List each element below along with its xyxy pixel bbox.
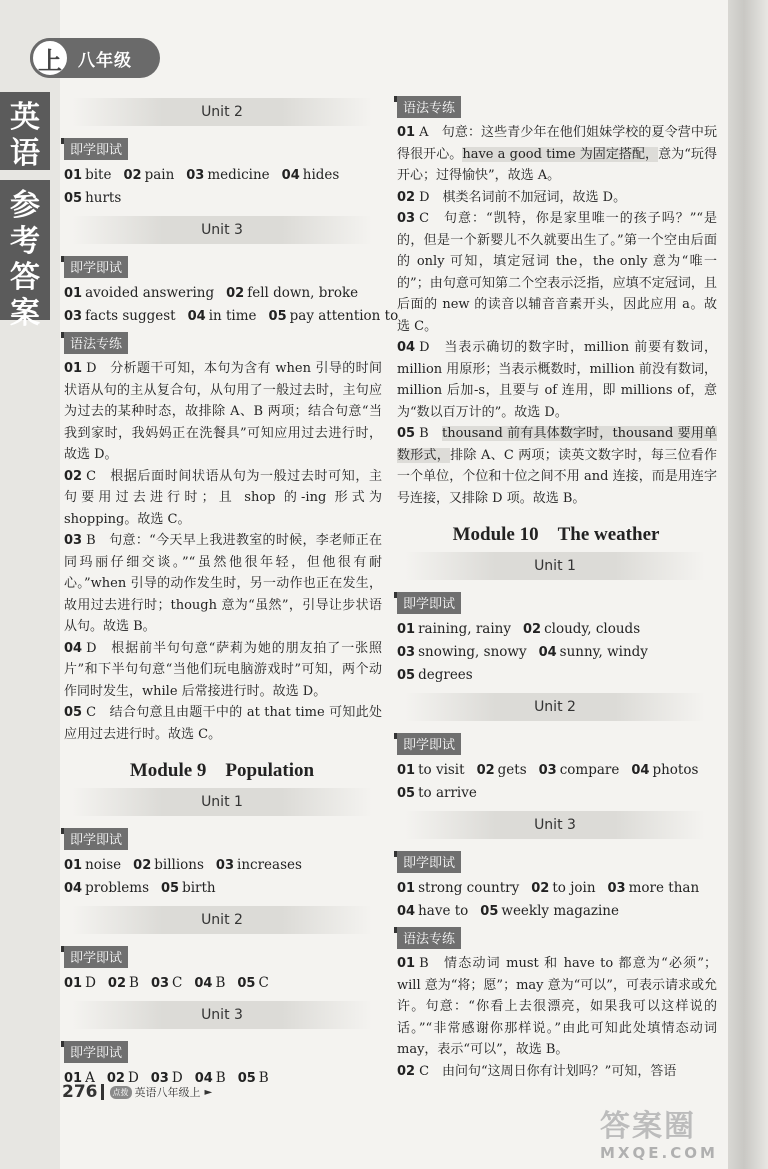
practice-tag: 即学即试 [397, 851, 461, 873]
explanation-item [62, 530, 382, 638]
question-number: 02 [476, 763, 495, 778]
question-number: 05 [397, 668, 416, 683]
arrow-icon: ► [204, 1086, 213, 1098]
answer-text: birth [182, 880, 216, 896]
answer-text: facts suggest [85, 308, 176, 324]
answer-text: gets [497, 762, 527, 778]
question-number: 03 [186, 168, 205, 183]
question-number: 04 [397, 340, 416, 355]
answer-text: in time [208, 308, 257, 324]
answer-text: cloudy, clouds [544, 621, 641, 637]
question-number: 01 [64, 168, 83, 183]
answer-line [62, 972, 382, 995]
explanation-item [62, 466, 382, 531]
question-number: 04 [64, 881, 83, 896]
answer-text: D [127, 1070, 139, 1086]
unit-heading: Unit 3 [72, 216, 372, 244]
publisher-logo: 点拨 [110, 1086, 132, 1099]
answer-line [62, 187, 382, 210]
answer-text: degrees [418, 667, 473, 683]
explanation-item [395, 423, 717, 509]
answer-text: problems [85, 880, 149, 896]
answer-line [62, 164, 382, 187]
explanation-item [395, 187, 717, 209]
question-number: 05 [237, 976, 256, 991]
answer-line [62, 305, 399, 328]
answers-tab: 参 考 答 案 [0, 180, 50, 320]
explanation-item [62, 358, 382, 466]
practice-tag: 即学即试 [64, 828, 128, 850]
practice-tag: 即学即试 [64, 1041, 128, 1063]
explanation-item [395, 953, 717, 1061]
question-number: 04 [194, 976, 213, 991]
question-number: 01 [397, 622, 416, 637]
unit-heading: Unit 2 [72, 906, 372, 934]
answer-text: billions [154, 857, 204, 873]
question-number: 01 [397, 881, 416, 896]
answer-text: avoided answering [85, 285, 215, 301]
answer-text: increases [237, 857, 302, 873]
explanation-item [395, 1061, 717, 1083]
subject-tab: 英 语 [0, 92, 50, 170]
grammar-tag: 语法专练 [64, 332, 128, 354]
question-number: 02 [397, 189, 416, 205]
question-number: 03 [397, 211, 416, 226]
answer-text: bite [85, 167, 112, 183]
page-number: 276 [62, 1082, 98, 1102]
explanation-text: 意为“玩得开心；过得愉快”，故选 A。 [397, 146, 717, 183]
question-number: 02 [226, 286, 245, 301]
explanation-text: A 句意：这些青少年在他们姐妹学校的夏令营中玩得很开心。 [397, 125, 717, 162]
grade-badge [30, 38, 160, 78]
watermark-url: MXQE.COM [600, 1144, 718, 1162]
answer-line [62, 877, 382, 900]
watermark-text: 答案圈 [600, 1109, 696, 1144]
question-number: 04 [397, 904, 416, 919]
unit-heading: Unit 3 [72, 1001, 372, 1029]
explanation-item [62, 702, 382, 745]
question-number: 03 [150, 1071, 169, 1086]
answer-line [395, 641, 717, 664]
grade-label: 八年级 [78, 50, 132, 71]
right-column [395, 92, 717, 1082]
question-number: 04 [64, 640, 83, 656]
answer-text: compare [559, 762, 620, 778]
answer-text: B [215, 1070, 226, 1086]
answer-text: pay attention to [289, 308, 399, 324]
question-number: 02 [123, 168, 142, 183]
practice-tag: 即学即试 [64, 256, 128, 278]
page-edge [728, 0, 768, 1169]
question-number: 03 [397, 645, 416, 660]
grammar-list [395, 122, 717, 509]
unit-heading: Unit 3 [405, 811, 705, 839]
question-number: 01 [64, 286, 83, 301]
answer-text: sunny, windy [559, 644, 648, 660]
question-number: 01 [64, 976, 83, 991]
explanation-text: D 分析题干可知，本句为含有 when 引导的时间状语从句的主从复合句，从句用了一般过去时，主句应为过去的某种时态，故排除 A、B 两项；结合句意“当我到家时，我妈妈正在洗餐具”可知应用过去进行时，故选 D。 [64, 361, 382, 462]
question-number: 02 [106, 1071, 125, 1086]
answer-text: pain [144, 167, 175, 183]
grade-volume-circle: 上 [30, 38, 70, 78]
answer-line [395, 618, 717, 641]
answer-text: hurts [85, 190, 122, 206]
unit-heading: Unit 2 [405, 693, 705, 721]
answer-text: medicine [207, 167, 270, 183]
unit-heading: Unit 1 [72, 788, 372, 816]
question-number: 02 [133, 858, 152, 873]
watermark [600, 1110, 760, 1165]
question-number: 03 [64, 309, 83, 324]
grammar-tag: 语法专练 [397, 96, 461, 118]
question-number: 05 [397, 786, 416, 801]
answer-text: D [171, 1070, 183, 1086]
explanation-text: B 句意：“今天早上我进教室的时候，李老师正在同玛丽仔细交谈。”“虽然他很年轻，但他很有耐心。”when 引导的动作发生时，另一动作也正在发生，故用过去进行时；though 意为“虽然”，引导让步状语从句。故选 B。 [64, 533, 382, 634]
explanation-item [395, 122, 717, 187]
module-title: Module 9 Population [129, 760, 315, 781]
question-number: 02 [397, 1063, 416, 1079]
explanation-item [395, 337, 717, 423]
explanation-text: B 情态动词 must 和 have to 都意为“必须”；will 意为“将；愿”；may 意为“可以”，可表示请求或允许。句意：“你看上去很漂亮，如果我可以这样说的话。”“非常感谢你那样说。”由此可知此处填情态动词 may，表示“可以”，故选 B。 [397, 956, 717, 1057]
left-spine [0, 0, 60, 1169]
question-number: 01 [64, 1071, 83, 1086]
answer-line [395, 877, 717, 900]
answer-text: B [129, 975, 139, 991]
explanation-text: C 由问句“这周日你有计划吗？”可知，答语 [419, 1063, 677, 1079]
explanation-item [62, 638, 382, 703]
explanation-text: D 棋类名词前不加冠词，故选 D。 [419, 189, 627, 205]
answer-text: to visit [418, 762, 465, 778]
unit-heading: Unit 2 [72, 98, 372, 126]
answer-text: more than [628, 880, 700, 896]
answer-text: fell down, broke [247, 285, 359, 301]
grammar-tag: 语法专练 [397, 927, 461, 949]
answer-line [395, 664, 717, 687]
question-number: 01 [64, 858, 83, 873]
question-number: 02 [531, 881, 550, 896]
page-footer [62, 1082, 212, 1102]
explanation-text: C 结合句意且由题干中的 at that time 可知此处应用过去进行时。故选 C。 [64, 705, 382, 742]
practice-tag: 即学即试 [397, 592, 461, 614]
explanation-text: D 当表示确切的数字时，million 前要有数词，million 用原形；当表示概数时，million 前没有数词，million 后加-s，且要与 of 连用，即 millions of，意为“数以百万计的”。故选 D。 [397, 340, 717, 420]
footer-divider [101, 1084, 104, 1100]
answer-line [62, 282, 382, 305]
explanation-text: B [419, 426, 442, 441]
question-number: 04 [631, 763, 650, 778]
question-number: 04 [281, 168, 300, 183]
grammar-list [62, 358, 382, 745]
highlighted-text: have a good time 为固定搭配， [462, 146, 659, 162]
answer-text: to join [552, 880, 596, 896]
question-number: 02 [523, 622, 542, 637]
practice-tag: 即学即试 [64, 138, 128, 160]
question-number: 03 [215, 858, 235, 873]
question-number: 01 [397, 763, 416, 778]
answer-text: C [258, 975, 269, 991]
question-number: 03 [64, 533, 83, 548]
question-number: 04 [187, 309, 206, 324]
answer-line [395, 759, 717, 782]
answer-text: snowing, snowy [418, 644, 527, 660]
question-number: 03 [607, 881, 626, 896]
question-number: 04 [538, 645, 557, 660]
module-title: Module 10 The weather [452, 524, 660, 545]
question-number: 05 [480, 904, 499, 919]
answer-text: B [258, 1070, 269, 1086]
question-number: 05 [64, 191, 83, 206]
answer-text: hides [302, 167, 340, 183]
explanation-text: 排除 A、C 两项；读英文数字时，每三位看作一个单位，个位和十位之间不用 and 连接，而是用连字号连接，又排除 D 项。故选 B。 [397, 447, 717, 506]
book-title: 英语八年级上 [134, 1086, 201, 1099]
explanation-text: C 句意：“凯特，你是家里唯一的孩子吗？”“是的，但是一个新婴儿不久就要出生了。”第一个空由后面的 only 可知，填定冠词 the，the only 意为“唯一的”；由句意可知第二个空表示泛指，应填不定冠词，且后面的 new 的读音以辅音音素开头，因此应用 a。故选 C。 [397, 211, 717, 334]
question-number: 02 [64, 468, 83, 484]
explanation-text: D 根据前半句句意“萨莉为她的朋友拍了一张照片”和下半句句意“当他们玩电脑游戏时”可知，两个动作同时发生，while 后常接进行时。故选 D。 [64, 640, 382, 699]
answer-line [395, 782, 717, 805]
answer-text: have to [418, 903, 469, 919]
question-number: 05 [397, 426, 416, 441]
answer-text: C [172, 975, 183, 991]
practice-tag: 即学即试 [397, 733, 461, 755]
answer-text: photos [652, 762, 699, 778]
answer-text: B [215, 975, 226, 991]
answer-text: strong country [418, 880, 520, 896]
answer-text: A [85, 1070, 95, 1086]
question-number: 05 [64, 705, 83, 720]
answer-line [62, 854, 382, 877]
answer-line [395, 900, 717, 923]
highlighted-text: thousand 前有具体数字时，thousand 要用单数形式， [397, 426, 717, 463]
question-number: 05 [268, 309, 287, 324]
question-number: 03 [538, 763, 557, 778]
answer-text: weekly magazine [501, 903, 619, 919]
question-number: 05 [237, 1071, 256, 1086]
question-number: 04 [194, 1071, 213, 1086]
answer-text: D [85, 975, 96, 991]
question-number: 02 [107, 976, 127, 991]
question-number: 01 [64, 361, 83, 376]
left-column [62, 92, 399, 1090]
explanation-text: C 根据后面时间状语从句为一般过去时可知，主句要用过去进行时；且 shop 的-ing 形式为 shopping。故选 C。 [64, 468, 382, 527]
question-number: 01 [397, 125, 416, 140]
question-number: 03 [150, 976, 170, 991]
answer-text: to arrive [418, 785, 477, 801]
practice-tag: 即学即试 [64, 946, 128, 968]
grammar-list [395, 953, 717, 1082]
question-number: 01 [397, 956, 416, 971]
explanation-item [395, 208, 717, 337]
answer-text: noise [85, 857, 122, 873]
question-number: 05 [161, 881, 180, 896]
answer-text: raining, rainy [418, 621, 511, 637]
unit-heading: Unit 1 [405, 552, 705, 580]
